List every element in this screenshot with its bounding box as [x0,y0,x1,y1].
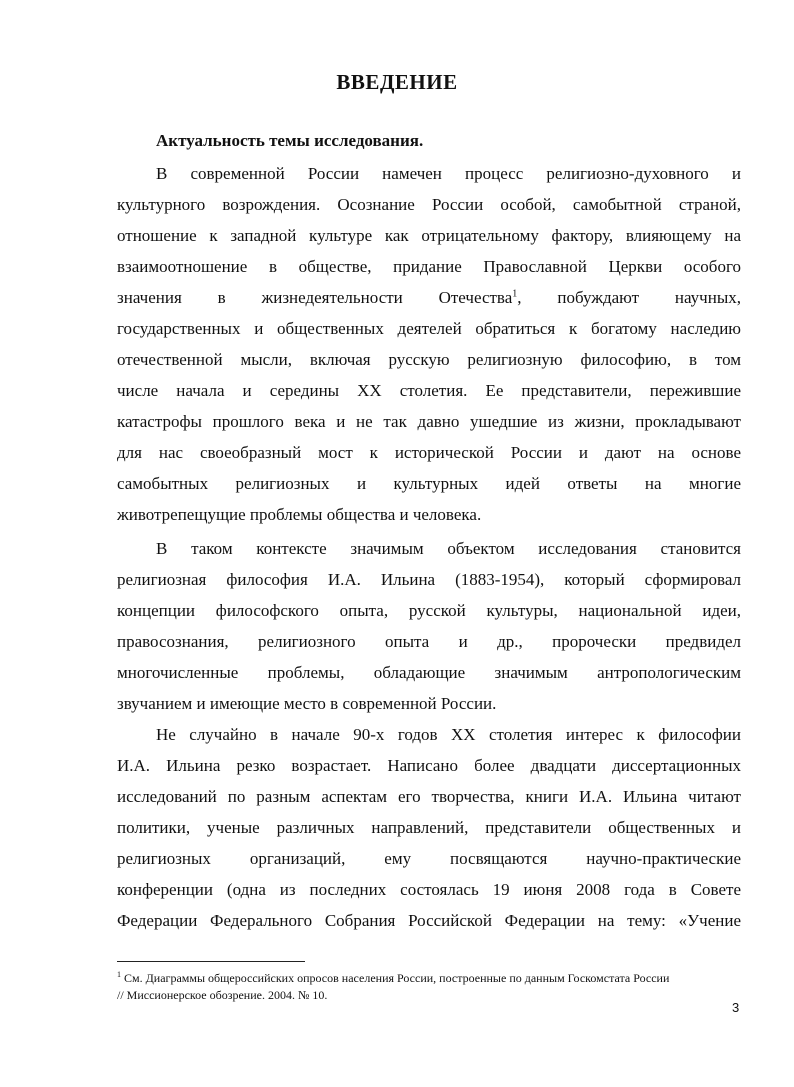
page-number: 3 [732,1000,740,1015]
text-line: И.А. Ильина резко возрастает. Написано более двадцати диссертационных [117,756,741,775]
text-line: религиозная философия И.А. Ильина (1883-1954), который сформировал [117,570,741,589]
text-line: отечественной мысли, включая русскую религиозную философию, в том [117,350,741,369]
text-line [117,286,741,310]
text-segment: значения в жизнедеятельности Отечества [117,288,513,307]
text-line: конференции (одна из последних состоялась 19 июня 2008 года в Совете [117,880,741,899]
footnote-divider [117,961,305,962]
text-line: правосознания, религиозного опыта и др., пророчески предвидел [117,632,741,651]
section-heading: Актуальность темы исследования. [156,131,424,150]
text-line: для нас своеобразный мост к исторической России и дают на основе [117,443,741,462]
text-line: государственных и общественных деятелей обратиться к богатому наследию [117,319,741,338]
text-line: В таком контексте значимым объектом исследования становится [156,539,741,558]
text-line: В современной России намечен процесс религиозно-духовного и [156,164,741,183]
text-line: политики, ученые различных направлений, представители общественных и [117,818,741,837]
text-line: числе начала и середины XX столетия. Ее представители, пережившие [117,381,741,400]
text-line: многочисленные проблемы, обладающие значимым антропологическим [117,663,741,682]
text-line: звучанием и имеющие место в современной России. [117,694,497,713]
text-line: религиозных организаций, ему посвящаются научно-практические [117,849,741,868]
text-line: животрепещущие проблемы общества и человека. [117,505,482,524]
text-line: взаимоотношение в обществе, придание Православной Церкви особого [117,257,741,276]
text-line: исследований по разным аспектам его творчества, книги И.А. Ильина читают [117,787,741,806]
footnote-text: См. Диаграммы общероссийских опросов населения России, построенные по данным Госкомстата России [121,971,670,985]
footnote-reference[interactable]: 1 [512,288,518,300]
footnote-line: // Миссионерское обозрение. 2004. № 10. [117,988,328,1002]
text-line: Не случайно в начале 90-х годов XX столетия интерес к философии [156,725,741,744]
text-line: концепции философского опыта, русской культуры, национальной идеи, [117,601,741,620]
text-segment: , побуждают научных, [517,288,741,307]
text-line: культурного возрождения. Осознание России особой, самобытной страной, [117,195,741,214]
text-line: самобытных религиозных и культурных идей ответы на многие [117,474,741,493]
footnote-marker: 1 [117,970,121,979]
footnote-line [117,970,669,986]
text-line: катастрофы прошлого века и не так давно ушедшие из жизни, прокладывают [117,412,741,431]
text-line: Федерации Федерального Собрания Российской Федерации на тему: «Учение [117,911,741,930]
text-line: отношение к западной культуре как отрицательному фактору, влияющему на [117,226,741,245]
page-title: ВВЕДЕНИЕ [336,70,458,94]
